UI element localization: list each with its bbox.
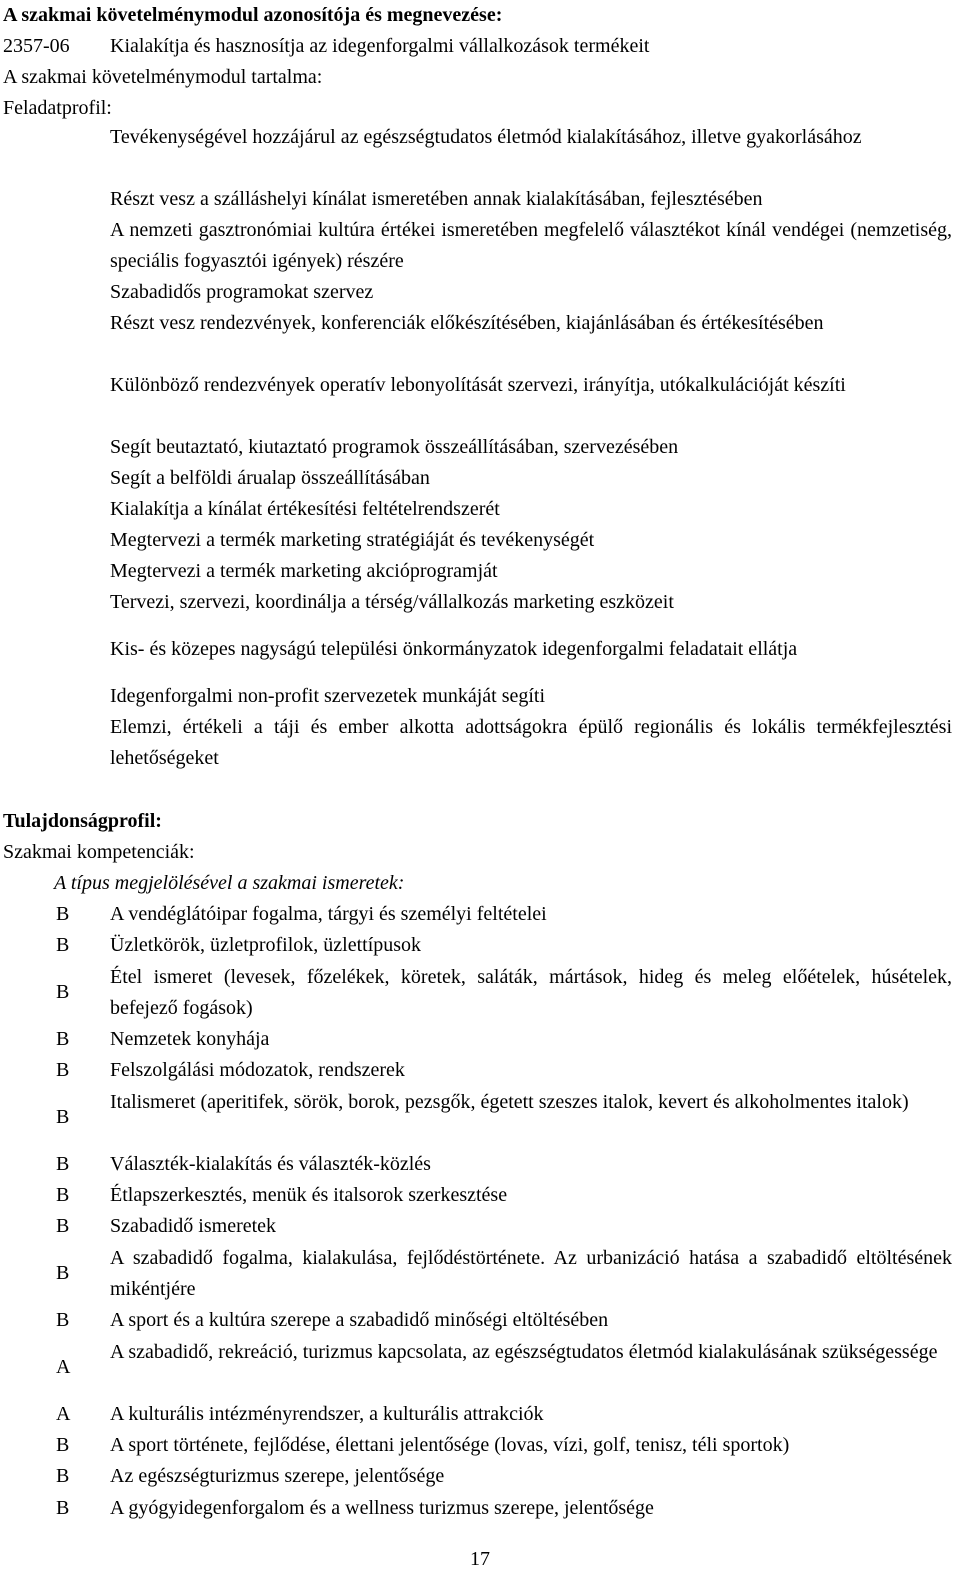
knowledge-type: B — [56, 903, 70, 925]
property-profile-heading: Tulajdonságprofil: — [3, 810, 162, 832]
task-item: Megtervezi a termék marketing akcióprogramját — [110, 560, 498, 582]
knowledge-text: Étlapszerkesztés, menük és italsorok szerkesztése — [110, 1184, 508, 1206]
knowledge-text: Választék-kialakítás és választék-közlés — [110, 1153, 431, 1175]
page-number: 17 — [470, 1548, 490, 1570]
knowledge-text: Étel ismeret (levesek, főzelékek, köretek, saláták, mártások, hideg és meleg előételek, húsételek, befejező fogások) — [110, 966, 952, 1019]
knowledge-text: Nemzetek konyhája — [110, 1028, 270, 1050]
knowledge-label: A típus megjelölésével a szakmai ismeretek: — [54, 872, 405, 894]
task-profile-heading: Feladatprofil: — [3, 97, 112, 119]
task-item: Megtervezi a termék marketing stratégiáját és tevékenységét — [110, 529, 595, 551]
knowledge-type: A — [56, 1356, 71, 1378]
knowledge-text: Italismeret (aperitifek, sörök, borok, pezsgők, égetett szeszes italok, kevert és alkoholmentes italok) — [110, 1091, 909, 1113]
knowledge-type: B — [56, 934, 70, 956]
knowledge-type: B — [56, 1465, 70, 1487]
competences-label: Szakmai kompetenciák: — [3, 841, 195, 863]
task-item: Különböző rendezvények operatív lebonyolítását szervezi, irányítja, utókalkulációját készíti — [110, 374, 846, 396]
knowledge-text: A szabadidő, rekreáció, turizmus kapcsolata, az egészségtudatos életmód kialakulásának szükségessége — [110, 1341, 938, 1363]
knowledge-type: B — [56, 1434, 70, 1456]
task-item: Részt vesz a szálláshelyi kínálat ismeretében annak kialakításában, fejlesztésében — [110, 188, 763, 210]
knowledge-text: A kulturális intézményrendszer, a kulturális attrakciók — [110, 1403, 544, 1425]
task-item: Segít beutaztató, kiutaztató programok összeállításában, szervezésében — [110, 436, 679, 458]
task-item: Szabadidős programokat szervez — [110, 281, 374, 303]
knowledge-text: A sport története, fejlődése, élettani jelentősége (lovas, vízi, golf, tenisz, téli sportok) — [110, 1434, 790, 1456]
knowledge-text: A vendéglátóipar fogalma, tárgyi és személyi feltételei — [110, 903, 547, 925]
knowledge-text: Felszolgálási módozatok, rendszerek — [110, 1059, 405, 1081]
task-item: Tevékenységével hozzájárul az egészségtudatos életmód kialakításához, illetve gyakorlásához — [110, 126, 862, 148]
content-heading: A szakmai követelménymodul tartalma: — [3, 66, 323, 88]
knowledge-type: B — [56, 1059, 70, 1081]
knowledge-type: B — [56, 1497, 70, 1519]
task-item: Segít a belföldi árualap összeállításában — [110, 467, 430, 489]
task-item: A nemzeti gasztronómiai kultúra értékei ismeretében megfelelő választékot kínál vendégei (nemzetiség, speciális fogyasztói igények) részére — [110, 219, 952, 272]
module-title: Kialakítja és hasznosítja az idegenforgalmi vállalkozások termékeit — [110, 35, 650, 57]
knowledge-text: A gyógyidegenforgalom és a wellness turizmus szerepe, jelentősége — [110, 1497, 654, 1519]
knowledge-type: B — [56, 1028, 70, 1050]
task-item: Kis- és közepes nagyságú települési önkormányzatok idegenforgalmi feladatait ellátja — [110, 638, 798, 660]
knowledge-type: B — [56, 1215, 70, 1237]
knowledge-type: B — [56, 981, 70, 1003]
module-code: 2357-06 — [3, 35, 70, 57]
knowledge-type: B — [56, 1184, 70, 1206]
task-item: Kialakítja a kínálat értékesítési feltételrendszerét — [110, 498, 500, 520]
knowledge-type: B — [56, 1262, 70, 1284]
module-heading: A szakmai követelménymodul azonosítója és megnevezése: — [3, 4, 503, 26]
knowledge-text: Üzletkörök, üzletprofilok, üzlettípusok — [110, 934, 422, 956]
knowledge-type: A — [56, 1403, 71, 1425]
knowledge-text: Az egészségturizmus szerepe, jelentősége — [110, 1465, 445, 1487]
knowledge-type: B — [56, 1309, 70, 1331]
task-item: Elemzi, értékeli a táji és ember alkotta adottságokra épülő regionális és lokális termékfejlesztési lehetőségeket — [110, 716, 952, 769]
task-item: Részt vesz rendezvények, konferenciák előkészítésében, kiajánlásában és értékesítésében — [110, 312, 824, 334]
knowledge-type: B — [56, 1106, 70, 1128]
knowledge-text: Szabadidő ismeretek — [110, 1215, 277, 1237]
task-item: Tervezi, szervezi, koordinálja a térség/vállalkozás marketing eszközeit — [110, 591, 674, 613]
knowledge-text: A sport és a kultúra szerepe a szabadidő minőségi eltöltésében — [110, 1309, 609, 1331]
task-item: Idegenforgalmi non-profit szervezetek munkáját segíti — [110, 685, 546, 707]
knowledge-type: B — [56, 1153, 70, 1175]
knowledge-text: A szabadidő fogalma, kialakulása, fejlődéstörténete. Az urbanizáció hatása a szabadidő eltöltésének mikéntjére — [110, 1247, 952, 1300]
